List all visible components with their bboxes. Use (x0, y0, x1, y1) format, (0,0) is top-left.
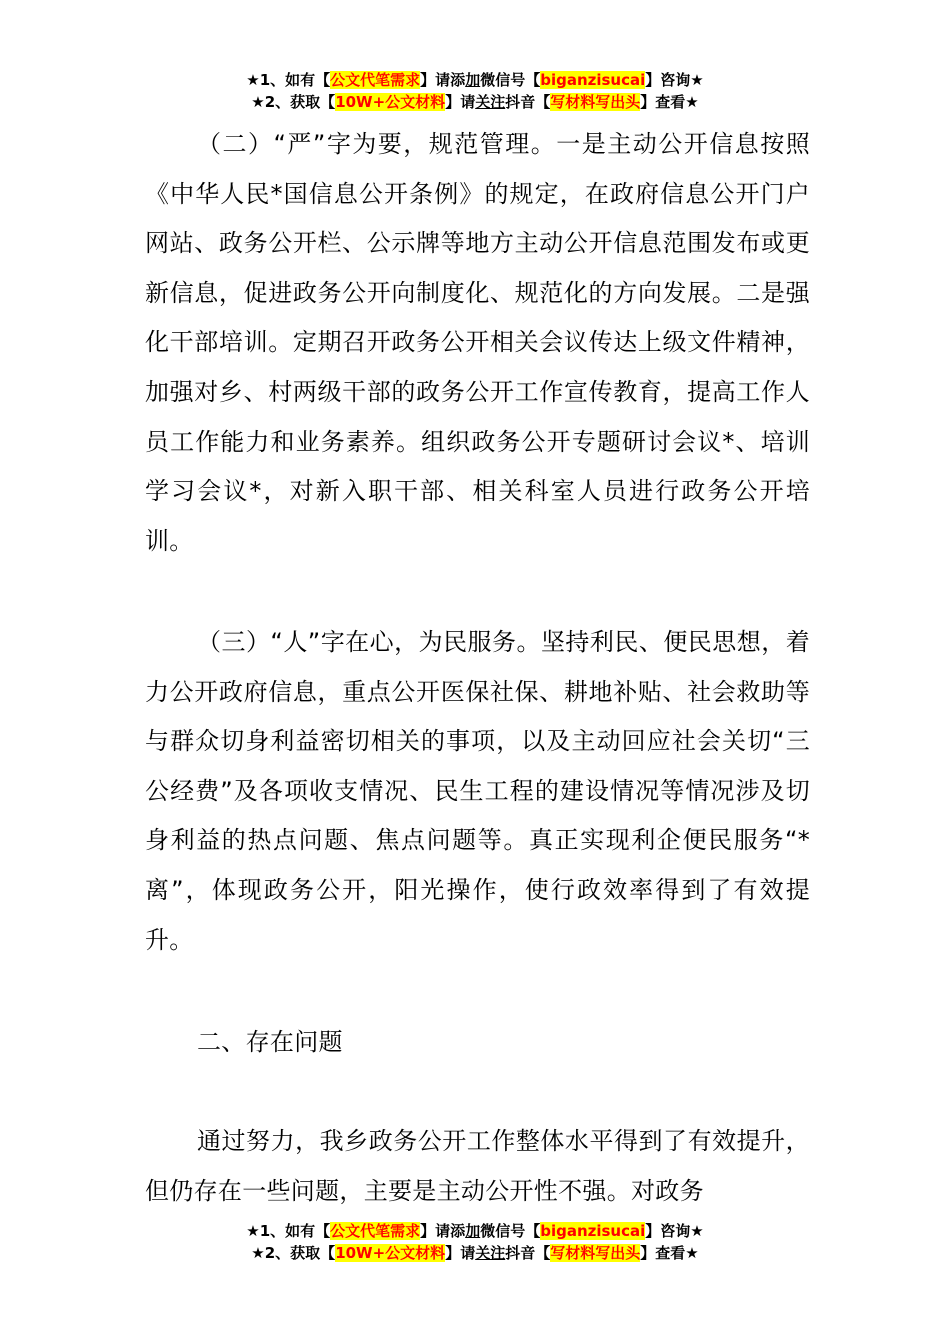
banner-underlined: 关注 (475, 1244, 506, 1262)
line: 想，着力公开政府信息，重点公开医保社保、耕地补贴、 (145, 628, 810, 706)
banner-text: 】请 (445, 93, 476, 111)
banner-line-1 (0, 69, 950, 91)
banner-underlined: 加 (465, 71, 481, 89)
line: 传达上级文件精神，加强对乡、村两级干部的政务公开工 (145, 328, 810, 406)
banner-highlight: 写材料写出头 (550, 93, 641, 111)
banner-text: 微信号【 (480, 71, 541, 89)
line: 应社会关切“三公经费”及各项收支情况、民生工程的建 (145, 727, 810, 805)
banner-text: ★2、获取【 (251, 1244, 336, 1262)
banner-text: 微信号【 (480, 1222, 541, 1240)
line: 开门户网站、政务公开栏、公示牌等地方主动公开信息范 (145, 179, 810, 258)
document-body (145, 120, 810, 566)
banner-text: 】咨询★ (645, 71, 704, 89)
banner-highlight: 公文代笔需求 (330, 71, 421, 89)
banner-text: 抖音【 (505, 93, 551, 111)
paragraph-2 (145, 120, 810, 566)
line: 作宣传教育，提高工作人员工作能力和业务素养。组织政 (145, 377, 810, 456)
line: 设情况等情况涉及切身利益的热点问题、焦点问题等。真 (145, 776, 810, 855)
banner-line-2 (0, 1242, 950, 1264)
line: 通过努力，我乡政务公开工作整体水平得到了有效提 (197, 1127, 762, 1155)
banner-underlined: 加 (465, 1222, 481, 1240)
line: 相关科室人员进行政务公开培训。 (145, 477, 810, 555)
document-body-2 (145, 618, 810, 965)
banner-text: 】查看★ (640, 93, 699, 111)
banner-text: ★2、获取【 (251, 93, 336, 111)
banner-text: 】请 (445, 1244, 476, 1262)
paragraph-4 (145, 1117, 810, 1216)
banner-highlight: biganzisucai (540, 1222, 646, 1240)
banner-line-1 (0, 1220, 950, 1242)
banner-underlined: 关注 (475, 93, 506, 111)
banner-highlight: 10W+公文材料 (335, 1244, 446, 1262)
banner-text: ★1、如有【 (246, 71, 331, 89)
banner-line-2 (0, 91, 950, 113)
line: 使行政效率得到了有效提升。 (145, 875, 810, 954)
section-heading-block (145, 1018, 810, 1068)
line: 围发布或更新信息，促进政务公开向制度化、规范化的方 (145, 229, 810, 307)
section-heading: 二、存在问题 (197, 1028, 343, 1056)
line: （三）“人”字在心，为民服务。坚持利民、便民思 (197, 628, 737, 656)
banner-text: 】查看★ (640, 1244, 699, 1262)
line: 务公开专题研讨会议*、培训学习会议*，对新入职干部、 (145, 427, 810, 506)
line: 正实现利企便民服务“*离”，体现政务公开，阳光操作， (145, 826, 810, 904)
line: （二）“严”字为要，规范管理。一是主动公开信息 (197, 130, 761, 158)
line: 升，但仍存在一些问题，主要是主动公开性不强。对政务 (145, 1127, 810, 1205)
line: 向发展。二是强化干部培训。定期召开政务公开相关会议 (145, 278, 810, 357)
banner-text: 】咨询★ (645, 1222, 704, 1240)
banner-highlight: biganzisucai (540, 71, 646, 89)
banner-highlight: 10W+公文材料 (335, 93, 446, 111)
banner-text: 】请添 (420, 1222, 466, 1240)
line: 按照《中华人民*国信息公开条例》的规定，在政府信息公 (145, 130, 810, 208)
banner-text: 抖音【 (505, 1244, 551, 1262)
paragraph-3 (145, 618, 810, 965)
banner-highlight: 写材料写出头 (550, 1244, 641, 1262)
banner-highlight: 公文代笔需求 (330, 1222, 421, 1240)
banner-text: 】请添 (420, 71, 466, 89)
document-body-3 (145, 1117, 810, 1216)
top-banner (0, 69, 950, 113)
line: 社会救助等与群众切身利益密切相关的事项，以及主动回 (145, 677, 810, 756)
bottom-banner (0, 1220, 950, 1264)
banner-text: ★1、如有【 (246, 1222, 331, 1240)
